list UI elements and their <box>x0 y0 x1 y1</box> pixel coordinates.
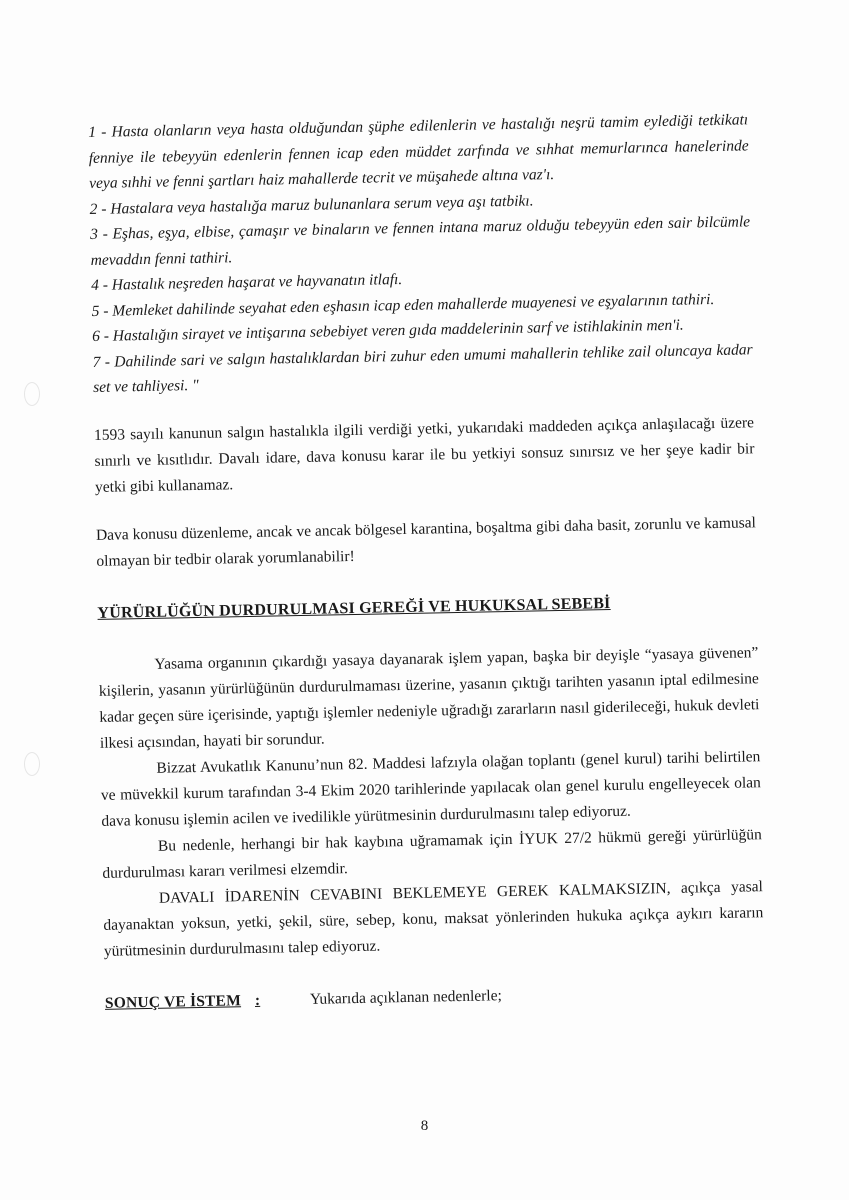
quote-item: 6 - Hastalığın sirayet ve intişarına sebebiyet veren gıda maddelerinin sarf ve istihlakinin men'i. <box>91 316 684 345</box>
paragraph: Bu nedenle, herhangi bir hak kaybına uğramamak için İYUK 27/2 hükmü gereği yürürlüğün durdurulması kararı verilmesi elzemdir. <box>102 825 762 882</box>
law-quote <box>88 107 753 400</box>
paragraph: Bizzat Avukatlık Kanunu’nun 82. Maddesi lafzıyla olağan toplantı (genel kurul) tarihi belirtilen ve müvekkil kurum tarafından 3-4 Ekim 2020 tarihlerinde yapılacak olan genel kurulu engelleyecek olan dava konusu işlemin acilen ve ivedilikle yürütmesinin durdurulmasını talep ediyoruz. <box>100 747 761 830</box>
paragraph: Dava konusu düzenleme, ancak ve ancak bölgesel karantina, boşaltma gibi daha basit, zorunlu ve kamusal olmayan bir tedbir olarak yorumlanabilir! <box>95 513 757 570</box>
punch-hole <box>24 752 40 776</box>
section-heading: YÜRÜRLÜĞÜN DURDURULMASI GEREĞİ VE HUKUKSAL SEBEBİ <box>97 594 611 622</box>
punch-hole <box>24 382 40 406</box>
quote-item: 2 - Hastalara veya hastalığa maruz bulunanlara serum veya aşı tatbikı. <box>89 191 534 218</box>
quote-item: 4 - Hastalık neşreden haşarat ve hayvanatın itlafı. <box>91 270 403 294</box>
conclusion-colon: : <box>254 991 261 1009</box>
page-content <box>88 107 765 1012</box>
quote-item: 1 - Hasta olanların veya hasta olduğundan şüphe edilenlerin ve hastalığı neşrü tamim eylediği tetkikatı fenniye ile tebeyyün edenlerin fennen icap eden müddet zarfında ve sıhhat memurlarınca hanelerinde veya sıhhi ve fenni şartları haiz mahallerde tecrit ve müşahede altına vaz'ı. <box>88 111 749 192</box>
conclusion-text: Yukarıda açıklanan nedenlerle; <box>309 986 502 1008</box>
quote-item: 7 - Dahilinde sari ve salgın hastalıklardan biri zuhur eden umumi mahallerin tehlike zail oluncaya kadar set ve tahliyesi. " <box>92 340 753 396</box>
page-number: 8 <box>420 1118 429 1134</box>
quote-item: 3 - Eşhas, eşya, elbise, çamaşır ve binaların ve fennen intana maruz olduğu tebeyyün eden sair bilcümle mevaddın fenni tathiri. <box>90 213 751 269</box>
paragraph: 1593 sayılı kanunun salgın hastalıkla ilgili verdiği yetki, yukarıdaki maddeden açıkça anlaşılacağı üzere sınırlı ve kısıtlıdır. Davalı idare, dava konusu karar ile bu yetkiyi sonsuz sınırsız ve her şeye kadir bir yetki gibi kullanamaz. <box>93 413 755 496</box>
conclusion-label: SONUÇ VE İSTEM <box>104 991 242 1012</box>
quote-item: 5 - Memleket dahilinde seyahat eden eşhasın icap eden mahallerde muayenesi ve eşyalarının tathiri. <box>91 290 715 320</box>
paragraph: DAVALI İDARENİN CEVABINI BEKLEMEYE GEREK KALMAKSIZIN, açıkça yasal dayanaktan yoksun, yetki, şekil, süre, sebep, konu, maksat yönlerinden hukuka açıkça aykırı kararın yürütmesinin durdurulmasını talep ediyoruz. <box>103 877 764 960</box>
paragraph: Yasama organının çıkardığı yasaya dayanarak işlem yapan, başka bir deyişle “yasaya güvenen” kişilerin, yasanın yürürlüğünün durdurulmaması üzerine, yasanın çıktığı tarihten yasanın iptal edilmesine kadar geçen süre içerisinde, yaptığı işlemler nedeniyle uğradığı zararların nasıl giderileceği, hukuk devleti ilkesi açısından, hayati bir sorundur. <box>98 643 760 752</box>
